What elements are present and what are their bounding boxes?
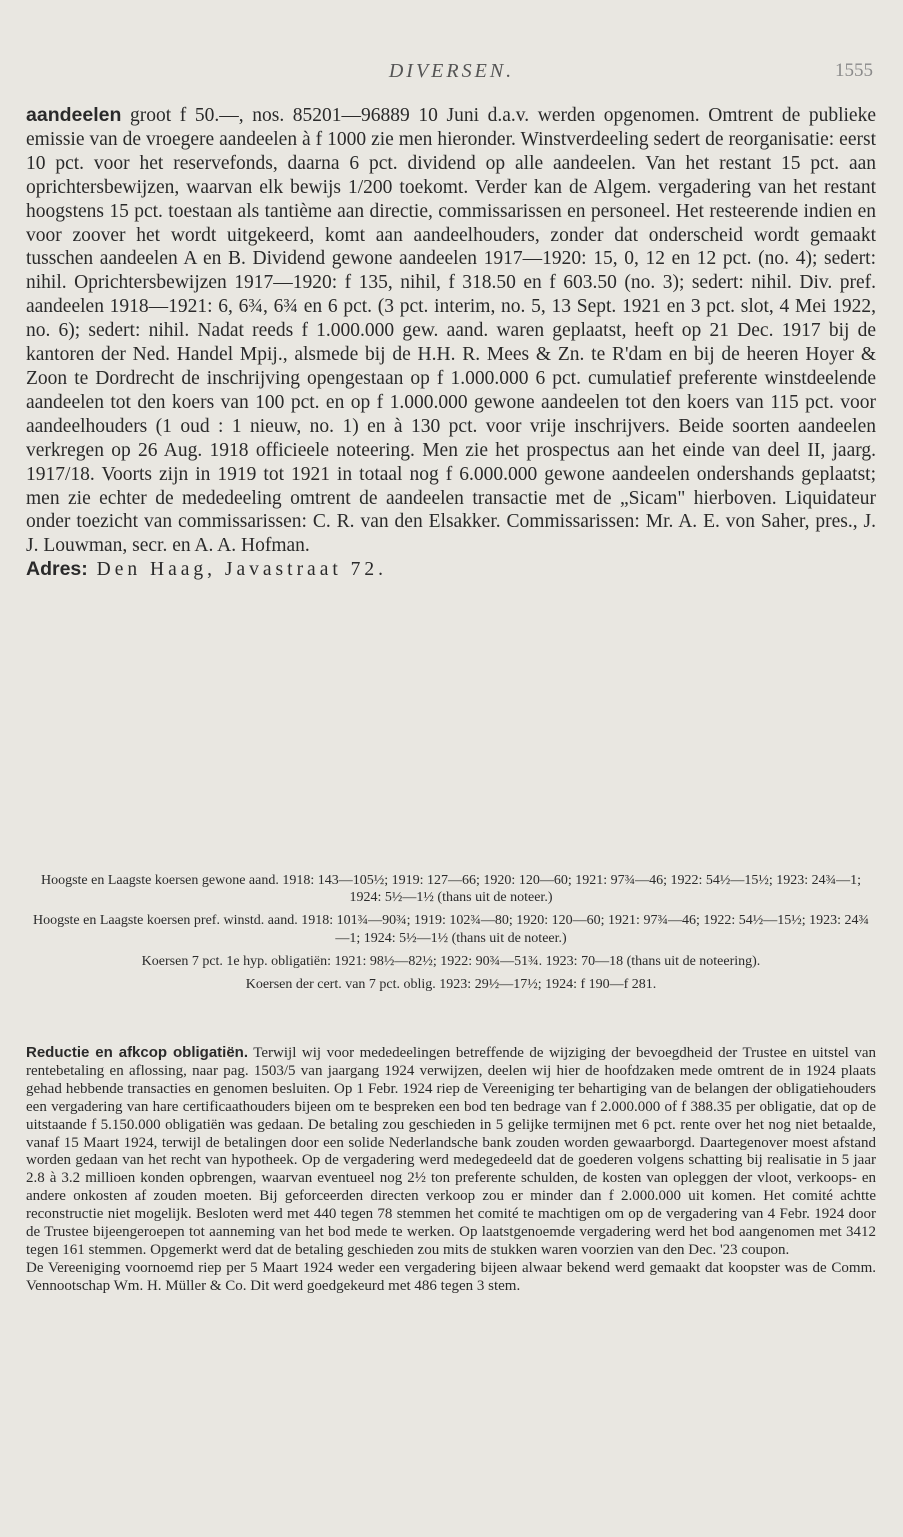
shares-body: groot f 50.—, nos. 85201—96889 10 Juni d.a.v. werden opgenomen. Omtrent de publieke emissie van de vroegere aandeelen à f 1000 zie men hieronder. Winstverdeeling sedert de reorganisatie: eerst 10 pct. voor het reservefonds, daarna 6 pct. dividend op alle aandeelen. Van het restant 15 pct. aan oprichtersbewijzen, waarvan elk bewijs 1/200 toekomt. Verder kan de Algem. vergadering van het restant hoogstens 15 pct. toestaan als tantième aan directie, commissarissen en personeel. Het resteerende indien en voor zoover het wordt uitgekeerd, komt aan aandeelhouders, zonder dat onderscheid wordt gemaakt tusschen aandeelen A en B. Dividend gewone aandeelen 1917—1920: 15, 0, 12 en 12 pct. (no. 4); sedert: nihil. Oprichtersbewijzen 1917—1920: f 135, nihil, f 318.50 en f 603.50 (no. 3); sedert: nihil. Div. pref. aandeelen 1918—1921: 6, 6¾, 6¾ en 6 pct. (3 pct. interim, no. 5, 13 Sept. 1921 en 3 pct. slot, 4 Mei 1922, no. 6); sedert: nihil. Nadat reeds f 1.000.000 gew. aand. waren geplaatst, heeft op 21 Dec. 1917 bij de kantoren der Ned. Handel Mpij., alsmede bij de H.H. R. Mees & Zn. te R'dam en bij de heeren Hoyer & Zoon te Dordrecht de inschrijving opengestaan op f 1.000.000 6 pct. cumulatief preferente winstdeelende aandeelen tot den koers van 100 pct. en op f 1.000.000 gewone aandeelen tot den koers van 115 pct. voor aandeelhouders (1 oud : 1 nieuw, no. 1) en à 130 pct. voor vrije inschrijvers. Beide soorten aandeelen verkregen op 26 Aug. 1918 officieele noteering. Men zie het prospectus aan het einde van deel II, jaarg. 1917/18. Voorts zijn in 1919 tot 1921 in totaal nog f 6.000.000 gewone aandeelen ondershands geplaatst; men zie echter de mededeeling omtrent de aandeelen transactie met de „Sicam" hierboven. Liquidateur onder toezicht van commissarissen: C. R. van den Elsakker. Commissarissen: Mr. A. E. von Saher, pres., J. J. Louwman, secr. en A. A. Hofman. — [26, 105, 876, 557]
shares-paragraph — [26, 104, 876, 558]
main-text — [26, 104, 876, 582]
price-tables — [26, 872, 876, 999]
note-lead: Reductie en afkcop obligatiën. — [26, 1044, 249, 1061]
running-title: DIVERSEN. — [388, 60, 515, 82]
table-row: Hoogste en Laagste koersen gewone aand. 1918: 143—105½; 1919: 127—66; 1920: 120—60; 1921: 97¾—46; 1922: 54½—15½; 1923: 24¾—1; 1924: 5½—1½ (thans uit de noteer.) — [40, 873, 862, 906]
table-row: Koersen der cert. van 7 pct. oblig. 1923: 29½—17½; 1924: f 190—f 281. — [245, 977, 657, 993]
address-value: Den Haag, Javastraat 72. — [87, 559, 388, 581]
address-label: Adres: — [26, 558, 88, 581]
table-row: Hoogste en Laagste koersen pref. winstd. aand. 1918: 101¾—90¾; 1919: 102¾—80; 1920: 120—60; 1921: 97¾—46; 1922: 54½—15½; 1923: 24¾—1; 1924: 5½—1½ (thans uit de noteer.) — [32, 913, 870, 946]
note-paragraph: De Vereeniging voornoemd riep per 5 Maart 1924 weder een vergadering bijeen alwaar bekend werd gemaakt dat koopster was de Comm. Vennootschap Wm. H. Müller & Co. Dit werd goedgekeurd met 486 tegen 3 stem. — [26, 1259, 876, 1294]
running-head — [0, 60, 903, 90]
note-body: Terwijl wij voor mededeelingen betreffende de wijziging der bevoegdheid der Trustee en uitstel van rentebetaling en aflossing, naar pag. 1503/5 van jaargang 1924 verwijzen, deelen wij hier de hoofdzaken mede omtrent de in 1924 plaats gehad hebbende transacties en genomen besluiten. Op 1 Febr. 1924 riep de Vereeniging ter behartiging van de belangen der obligatiehouders een vergadering van hare certificaathouders bijeen om te bespreken een bod ten bedrage van f 2.000.000 of f 388.35 per obligatie, dat op de uitstaande f 5.150.000 obligatiën was gedaan. De betaling zou geschieden in 5 gelijke termijnen met 6 pct. rente over het nog niet betaalde, vanaf 15 Maart 1924, terwijl de betalingen door een solide Nederlandsche bank zouden worden gewaarborgd. Daartegenover moest afstand worden gedaan van het recht van hypotheek. Op de vergadering werd medegedeeld dat de goederen volgens schatting bij realisatie in 5 jaar 2.8 à 3.2 millioen konden opbrengen, waarvan eventueel nog 2½ ton preferente schulden, de kosten van opleggen der vloot, verkoops- en andere onkosten af zouden moeten. Bij geforceerden directen verkoop zou er minder dan f 2.000.000 uit komen. Het comité achtte reconstructie niet mogelijk. Besloten werd met 440 tegen 78 stemmen het comité te machtigen om op de vergadering van 4 Febr. 1924 door de Trustee bijeengeroepen tot aanneming van het bod mede te werken. Op laatstgenoemde vergadering werd het bod aangenomen met 3412 tegen 161 stemmen. Opgemerkt werd dat de betaling geschieden zou mits de stukken waren voorzien van den Dec. '23 coupon. — [26, 1045, 876, 1258]
note-paragraph — [26, 1044, 876, 1260]
page-number: 1555 — [835, 60, 873, 81]
shares-lead: aandeelen — [26, 104, 122, 126]
table-row: Koersen 7 pct. 1e hyp. obligatiën: 1921: 98½—82½; 1922: 90¾—51¾. 1923: 70—18 (thans uit de noteering). — [141, 953, 761, 969]
address-line — [26, 558, 876, 582]
reduction-note — [26, 1044, 876, 1296]
